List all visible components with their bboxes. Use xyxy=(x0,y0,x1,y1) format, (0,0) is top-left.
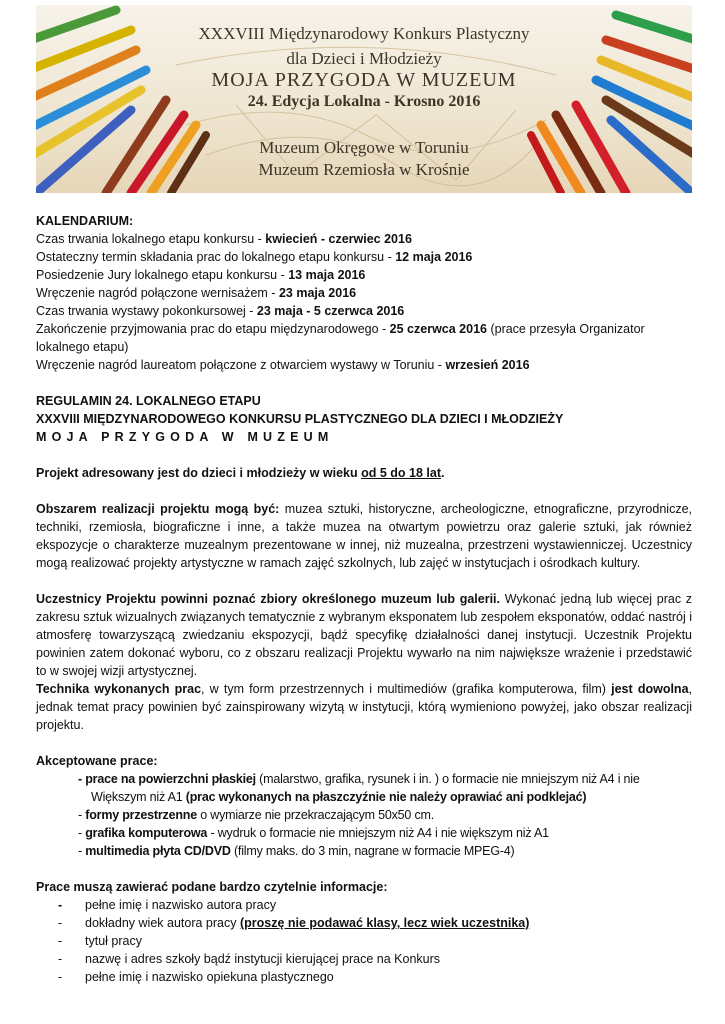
accepted-item-spatial: - formy przestrzenne o wymiarze nie przekraczającym 50x50 cm. xyxy=(78,808,434,822)
calendar-item: Zakończenie przyjmowania prac do etapu międzynarodowego - 25 czerwca 2016 (prace przesyła Organizator lokalnego etapu) xyxy=(36,322,645,354)
participants-paragraph: Uczestnicy Projektu powinni poznać zbiory określonego muzeum lub galerii. Wykonać jedną lub więcej prac z zakresu sztuk wizualnych związanych tematycznie z wybranym eksponatem lub zespołem eksponatów, oddać nastrój i atmosferę towarzyszącą zwiedzaniu ekspozycji, bądź specyfikę działalności danej instytucji. Uczestnik Projektu powinien zatem dokonać wyboru, co z obszaru realizacji Projektu wywarło na nim największe wrażenie i przedstawić to w swojej wizji artystycznej. xyxy=(36,592,693,678)
info-list-item: - pełne imię i nazwisko opiekuna plastycznego xyxy=(58,970,334,984)
info-list-item: - pełne imię i nazwisko autora pracy xyxy=(58,898,277,912)
calendar-item: Ostateczny termin składania prac do lokalnego etapu konkursu - 12 maja 2016 xyxy=(36,250,473,264)
document-body xyxy=(36,212,692,986)
calendar-heading: KALENDARIUM: xyxy=(36,214,134,228)
accepted-heading: Akceptowane prace: xyxy=(36,754,158,768)
audience-paragraph: Projekt adresowany jest do dzieci i młodzieży w wieku od 5 do 18 lat. xyxy=(36,466,445,480)
calendar-item: Czas trwania lokalnego etapu konkursu - kwiecień - czerwiec 2016 xyxy=(36,232,412,246)
banner-subtitle: dla Dzieci i Młodzieży xyxy=(286,49,442,68)
info-list-item: - dokładny wiek autora pracy (proszę nie podawać klasy, lecz wiek uczestnika) xyxy=(58,916,530,930)
banner-organizer-1: Muzeum Okręgowe w Toruniu xyxy=(259,138,469,157)
calendar-item: Wręczenie nagród laureatom połączone z otwarciem wystawy w Toruniu - wrzesień 2016 xyxy=(36,358,530,372)
technique-paragraph: Technika wykonanych prac, w tym form przestrzennych i multimediów (grafika komputerowa, film) jest dowolna, jednak temat pracy powinien być zainspirowany wizytą w instytucji, którą wymieniono powyżej, jako obszar realizacji projektu. xyxy=(36,682,693,732)
regulamin-title: MOJA PRZYGODA W MUZEUM xyxy=(36,430,334,444)
calendar-item: Czas trwania wystawy pokonkursowej - 23 maja - 5 czerwca 2016 xyxy=(36,304,405,318)
accepted-item-flat-cont: Większym niż A1 (prac wykonanych na płaszczyźnie nie należy oprawiać ani podklejać) xyxy=(91,790,587,804)
info-list-item: - tytuł pracy xyxy=(58,934,142,948)
scope-paragraph: Obszarem realizacji projektu mogą być: muzea sztuki, historyczne, archeologiczne, etnograficzne, przyrodnicze, techniki, rzemiosła, biograficzne i inne, a także muzea na otwartym powietrzu oraz galerie sztuki, jak również ekspozycje o charakterze muzealnym prezentowane w innej, niż muzealna, przestrzeni wystawienniczej. Uczestnicy mogą realizować projekty artystyczne w ramach zajęć szkolnych, lub zajęć w instytucjach i ośrodkach kultury. xyxy=(36,502,692,570)
info-list-item: - nazwę i adres szkoły bądź instytucji kierującej prace na Konkurs xyxy=(58,952,441,966)
banner-title: XXXVIII Międzynarodowy Konkurs Plastyczny xyxy=(198,24,530,43)
calendar-item: Posiedzenie Jury lokalnego etapu konkursu - 13 maja 2016 xyxy=(36,268,366,282)
accepted-item-computer-graphics: - grafika komputerowa - wydruk o formacie nie mniejszym niż A4 i nie większym niż A1 xyxy=(78,826,549,840)
banner-organizer-2: Muzeum Rzemiosła w Krośnie xyxy=(258,160,470,179)
accepted-item-multimedia: - multimedia płyta CD/DVD (filmy maks. do 3 min, nagrane w formacie MPEG-4) xyxy=(78,844,515,858)
info-heading: Prace muszą zawierać podane bardzo czytelnie informacje: xyxy=(36,880,388,894)
accepted-item-flat: - prace na powierzchni płaskiej (malarstwo, grafika, rysunek i in. ) o formacie nie mniejszym niż A4 i nie xyxy=(78,772,640,786)
calendar-item: Wręczenie nagród połączone wernisażem - 23 maja 2016 xyxy=(36,286,357,300)
banner-edition: 24. Edycja Lokalna - Krosno 2016 xyxy=(247,93,481,110)
header-banner xyxy=(36,5,692,193)
regulamin-subheading: XXXVIII MIĘDZYNARODOWEGO KONKURSU PLASTYCZNEGO DLA DZIECI I MŁODZIEŻY xyxy=(36,412,564,426)
regulamin-heading: REGULAMIN 24. LOKALNEGO ETAPU xyxy=(36,394,261,408)
banner-contest-name: MOJA PRZYGODA W MUZEUM xyxy=(211,69,517,91)
